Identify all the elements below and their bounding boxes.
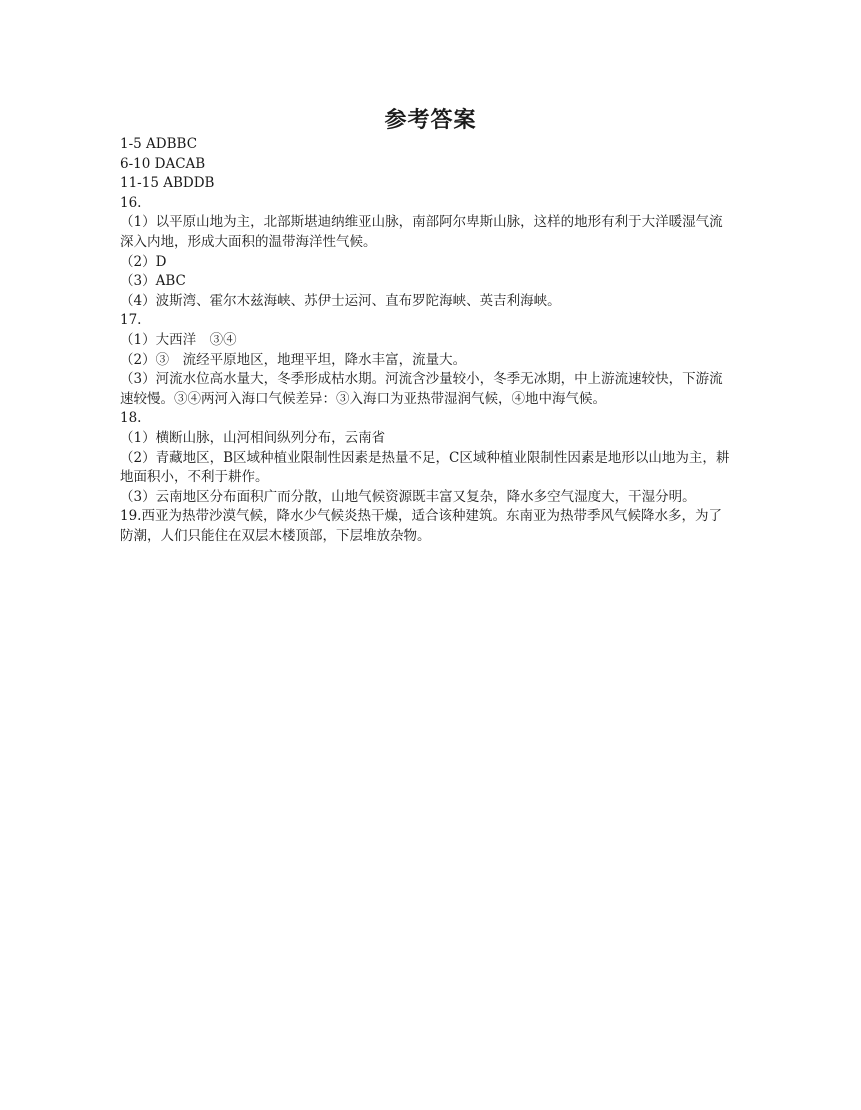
question-18-heading: 18. [120,410,142,427]
answer-16-1: （1）以平原山地为主，北部斯堪迪纳维亚山脉，南部阿尔卑斯山脉，这样的地形有利于大洋暖湿气流深入内地，形成大面积的温带海洋性气候。 [120,214,723,250]
answer-16-3: （3）ABC [120,273,186,290]
answer-18-3: （3）云南地区分布面积广而分散，山地气候资源既丰富又复杂，降水多空气湿度大，干湿分明。 [120,488,696,505]
page-title: 参考答案 [384,107,477,133]
answer-content [120,135,732,546]
answer-18-1: （1）横断山脉，山河相间纵列分布，云南省 [120,429,386,446]
question-17-heading: 17. [120,312,142,329]
answer-16-4: （4）波斯湾、霍尔木兹海峡、苏伊士运河、直布罗陀海峡、英吉利海峡。 [120,292,561,309]
answer-17-2: （2）③ 流经平原地区，地理平坦，降水丰富，流量大。 [120,351,467,368]
answer-17-1: （1）大西洋 ③④ [120,331,237,348]
answer-17-3: （3）河流水位高水量大，冬季形成枯水期。河流含沙量较小，冬季无冰期，中上游流速较快，下游流速较慢。③④两河入海口气候差异：③入海口为亚热带湿润气候，④地中海气候。 [120,371,723,407]
answer-line-11-15: 11-15 ABDDB [120,175,215,192]
answer-line-6-10: 6-10 DACAB [120,155,206,172]
answer-18-2: （2）青藏地区，B区域种植业限制性因素是热量不足，C区域种植业限制性因素是地形以山地为主，耕地面积小，不利于耕作。 [120,449,730,486]
answer-16-2: （2）D [120,253,167,270]
answer-19: 19.西亚为热带沙漠气候，降水少气候炎热干燥，适合该种建筑。东南亚为热带季风气候降水多，为了防潮，人们只能住在双层木楼顶部，下层堆放杂物。 [120,508,722,544]
question-16-heading: 16. [120,194,142,211]
answer-line-1-5: 1-5 ADBBC [120,136,198,152]
